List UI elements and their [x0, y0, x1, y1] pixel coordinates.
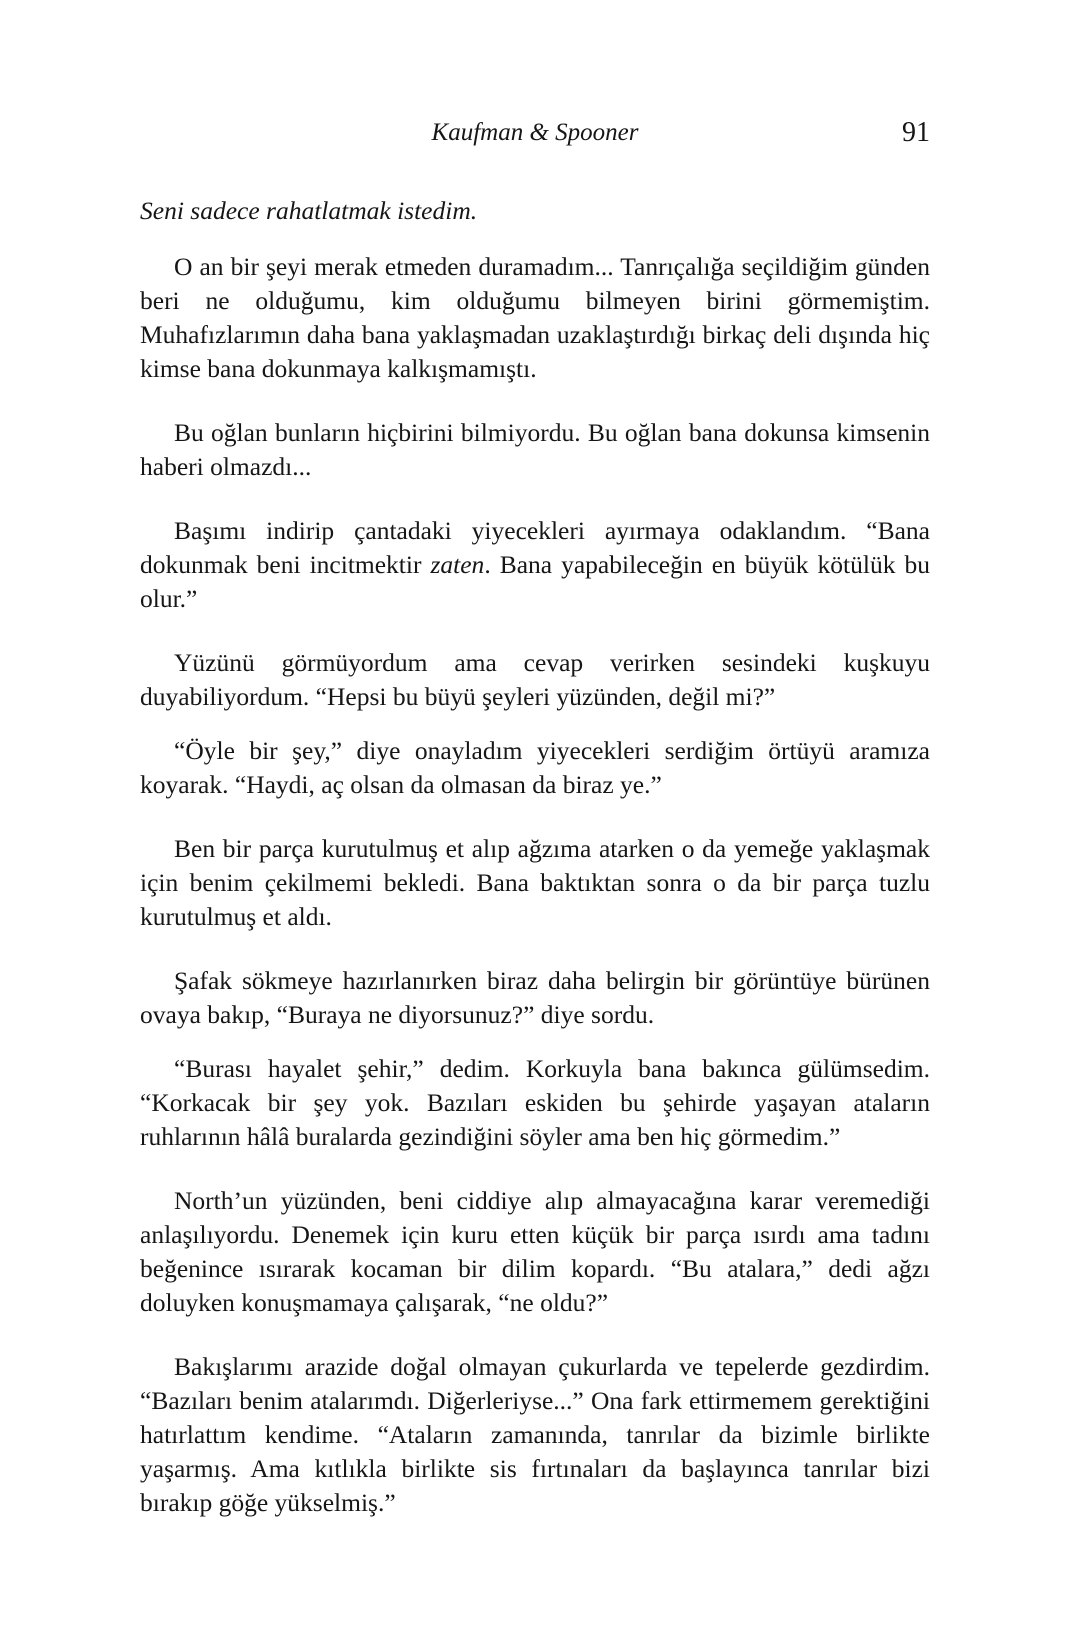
paragraph-2: O an bir şeyi merak etmeden duramadım... Tanrıçalığa seçildiğim günden beri ne olduğumu, kim olduğumu bilmeyen birini görmemiştim. Muhafızlarımın daha bana yaklaşmadan uzaklaştırdığı birkaç deli dışında hiç kimse bana dokunmaya kalkışmamıştı. [140, 252, 930, 383]
running-header [140, 113, 930, 153]
paragraph-7: Ben bir parça kurutulmuş et alıp ağzıma atarken o da yemeğe yaklaşmak için benim çekilmemi bekledi. Bana baktıktan sonra o da bir parça tuzlu kurutulmuş et aldı. [140, 834, 930, 931]
running-title: Kaufman & Spooner [431, 119, 639, 146]
paragraph-4-part-2: . Bana yapabileceğin en büyük kötülük bu olur.” [140, 550, 930, 613]
paragraph-10: North’un yüzünden, beni ciddiye alıp almayacağına karar veremediği anlaşılıyordu. Denemek için kuru etten küçük bir parça ısırdı ama tadını beğenince ısırarak kocaman bir dilim kopardı. “Bu atalara,” dedi ağzı doluyken konuşmamaya çalışarak, “ne oldu?” [140, 1186, 930, 1317]
paragraph-4-emphasis: zaten [430, 550, 485, 579]
paragraph-11: Bakışlarımı arazide doğal olmayan çukurlarda ve tepelerde gezdirdim. “Bazıları benim atalarımdı. Diğerleriyse...” Ona fark ettirmemem gerektiğini hatırlattım kendime. “Ataların zamanında, tanrılar da bizimle birlikte yaşarmış. Ama kıtlıkla birlikte sis fırtınaları da başlayınca tanrılar bizi bırakıp göğe yükselmiş.” [140, 1352, 930, 1517]
paragraph-6: “Öyle bir şey,” diye onayladım yiyecekleri serdiğim örtüyü aramıza koyarak. “Haydi, aç olsan da olmasan da biraz ye.” [140, 736, 930, 799]
paragraph-4-part-1: Başımı indirip çantadaki yiyecekleri ayırmaya odaklandım. “Bana dokunmak beni incitmektir [140, 516, 930, 579]
paragraph-1: Seni sadece rahatlatmak istedim. [140, 196, 478, 225]
body-text [140, 194, 930, 1550]
paragraph-8: Şafak sökmeye hazırlanırken biraz daha belirgin bir görüntüye bürünen ovaya bakıp, “Buraya ne diyorsunuz?” diye sordu. [140, 966, 930, 1029]
paragraph-9: “Burası hayalet şehir,” dedim. Korkuyla bana bakınca gülümsedim. “Korkacak bir şey yok. Bazıları eskiden bu şehirde yaşayan ataların ruhlarının hâlâ buralarda gezindiğini söyler ama ben hiç görmedim.” [140, 1054, 930, 1151]
paragraph-3: Bu oğlan bunların hiçbirini bilmiyordu. Bu oğlan bana dokunsa kimsenin haberi olmazdı... [140, 418, 930, 481]
paragraph-4 [140, 514, 930, 616]
page-number: 91 [902, 117, 930, 148]
paragraph-5: Yüzünü görmüyordum ama cevap verirken sesindeki kuşkuyu duyabiliyordum. “Hepsi bu büyü şeyleri yüzünden, değil mi?” [140, 648, 930, 711]
